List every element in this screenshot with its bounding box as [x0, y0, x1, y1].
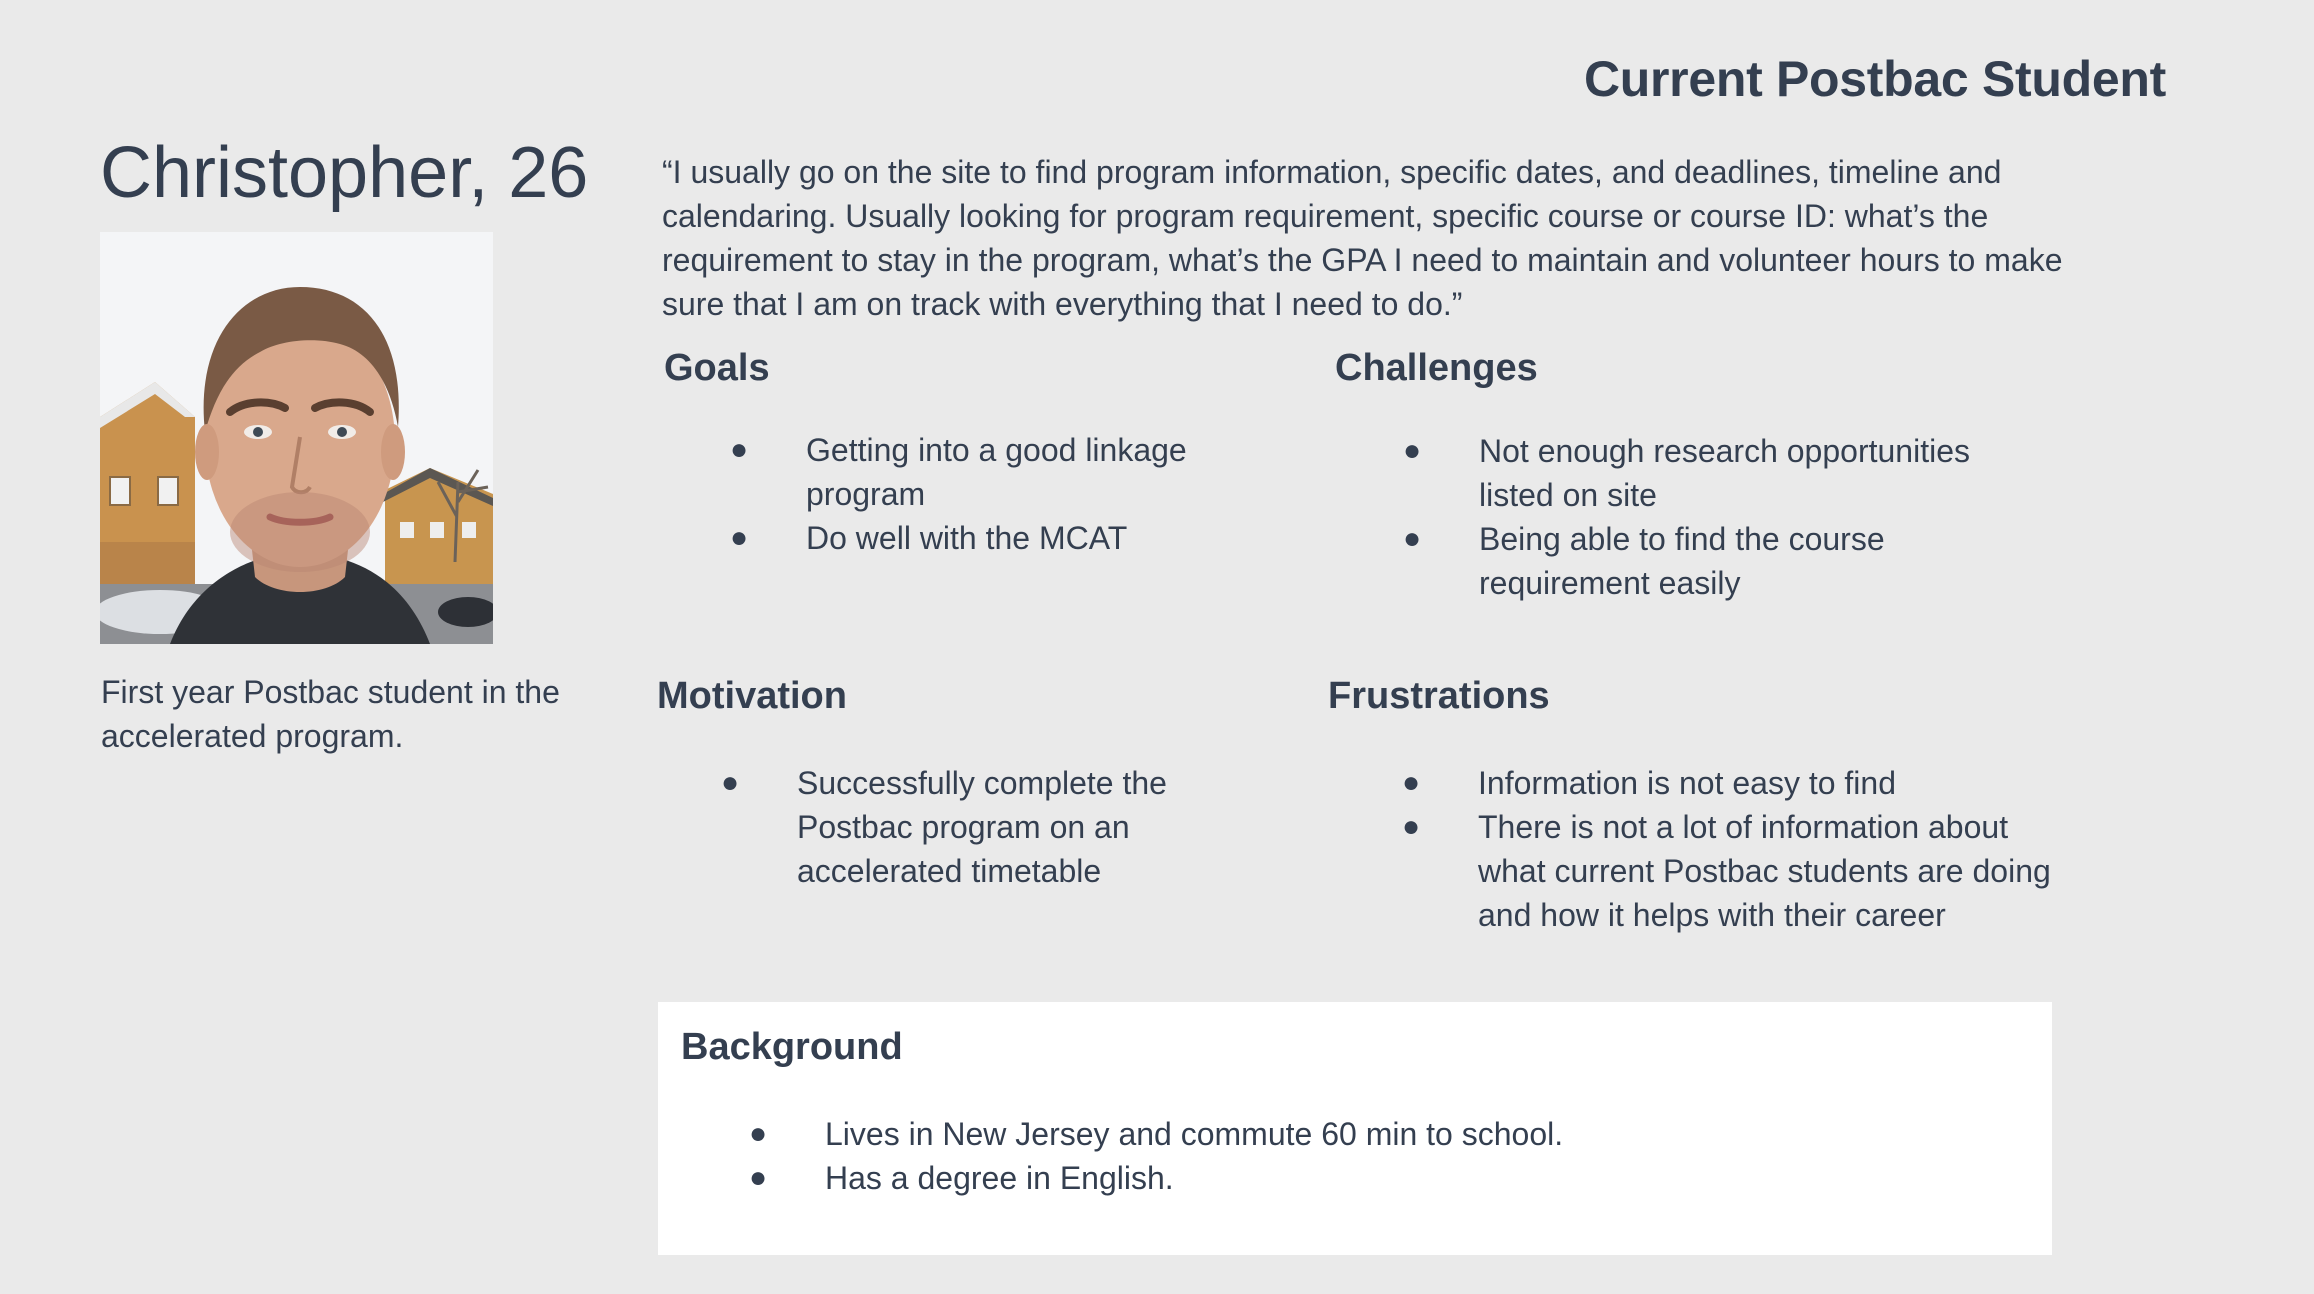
challenges-list: [1403, 429, 2039, 605]
bullet-icon: ●: [1403, 522, 1422, 555]
bullet-icon: ●: [1402, 810, 1421, 843]
persona-portrait-image: [100, 232, 493, 644]
background-card: [658, 1002, 2052, 1255]
persona-description: First year Postbac student in the accelerated program.: [101, 674, 560, 754]
list-item: [730, 516, 1226, 560]
list-item: [1403, 429, 2039, 517]
frustrations-item-text: There is not a lot of information about what current Postbac students are doing and how it helps with their career: [1478, 809, 2051, 933]
goals-item-text: Getting into a good linkage program: [806, 432, 1187, 512]
bullet-icon: ●: [749, 1161, 768, 1194]
motivation-list: [721, 761, 1217, 893]
list-item: [1402, 761, 2078, 805]
bullet-icon: ●: [730, 433, 749, 466]
bullet-icon: ●: [721, 766, 740, 799]
list-item: [730, 428, 1226, 516]
frustrations-title: Frustrations: [1328, 675, 1550, 717]
bullet-icon: ●: [1402, 766, 1421, 799]
challenges-item-text: Not enough research opportunities listed on site: [1479, 433, 1970, 513]
background-item-text: Lives in New Jersey and commute 60 min to school.: [825, 1116, 1564, 1152]
bullet-icon: ●: [730, 521, 749, 554]
background-list: [749, 1112, 2025, 1200]
challenges-title: Challenges: [1335, 347, 1538, 389]
bullet-icon: ●: [749, 1117, 768, 1150]
background-item-text: Has a degree in English.: [825, 1160, 1174, 1196]
persona-quote: “I usually go on the site to find program information, specific dates, and deadlines, timeline and calendaring. Usually looking for program requirement, specific course or course ID: what’s the requirement to stay in the program, what’s the GPA I need to maintain and volunteer hours to make sure that I am on track with everything that I need to do.”: [662, 154, 2063, 322]
bullet-icon: ●: [1403, 434, 1422, 467]
goals-list: [730, 428, 1226, 560]
list-item: [749, 1156, 2025, 1200]
frustrations-item-text: Information is not easy to find: [1478, 765, 1896, 801]
background-title: Background: [681, 1026, 903, 1068]
persona-name: Christopher, 26: [100, 133, 589, 213]
list-item: [749, 1112, 2025, 1156]
challenges-item-text: Being able to find the course requirement easily: [1479, 521, 1885, 601]
goals-item-text: Do well with the MCAT: [806, 520, 1128, 556]
list-item: [1402, 805, 2078, 937]
persona-photo: [100, 232, 493, 644]
list-item: [721, 761, 1217, 893]
motivation-title: Motivation: [657, 675, 847, 717]
page-title: Current Postbac Student: [1583, 51, 2166, 107]
list-item: [1403, 517, 2039, 605]
goals-title: Goals: [664, 347, 770, 389]
motivation-item-text: Successfully complete the Postbac program on an accelerated timetable: [797, 765, 1167, 889]
frustrations-list: [1402, 761, 2078, 937]
